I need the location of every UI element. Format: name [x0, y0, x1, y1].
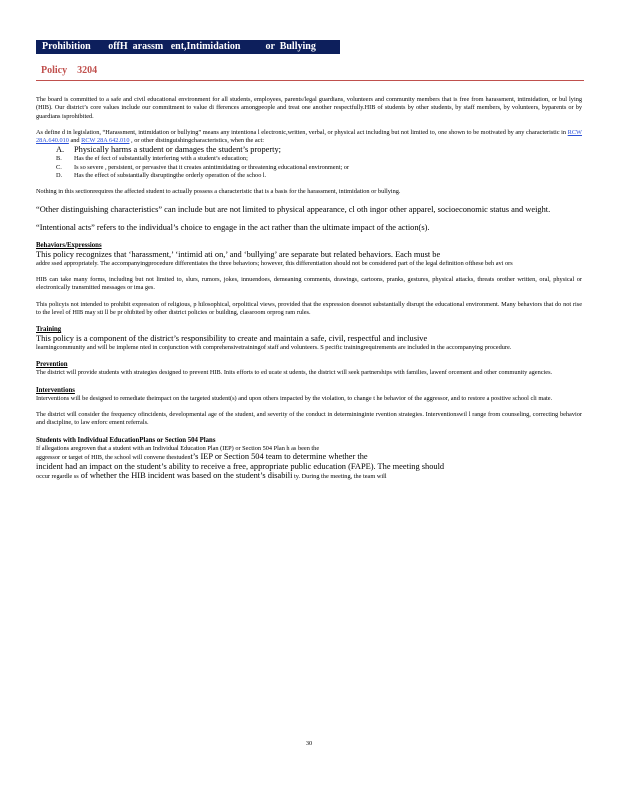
interventions-heading: Interventions [36, 386, 75, 394]
iep-line-4-start: occur regardle ss [36, 473, 79, 481]
list-text: Is so severe , persistent, or pervasive that it creates anintimidating or threatening educational environment; or [74, 163, 350, 171]
list-text: Physically harms a student or damages the student’s property; [74, 145, 282, 155]
iep-line-4-mid: of whether the HIB incident was based on the student’s disabili [78, 471, 293, 481]
list-text: Has the effect of substantially disruptingthe orderly operation of the schoo l. [74, 172, 267, 180]
definition-and: and [68, 137, 82, 145]
iep-line-2-end: t’s IEP or Section 504 team to determine whether the [190, 451, 368, 461]
list-item [36, 145, 582, 155]
prevention-paragraph: The district will provide students with strategies designed to prevent HIB. Inits efforts to ed ucate st udents, the district will seek partnerships with families, lawenf orcement and other community agencies. [36, 369, 553, 377]
interventions-paragraph: Interventions will be designed to remediate theimpact on the targeted student(s) and upon others impacted by the violation, to change t he behavior of the aggressor, and to restore a positive school cli mate. [36, 394, 553, 402]
list-item [36, 164, 582, 172]
behaviors-paragraph: addre ssed appropriately. The accompanyingprocedure differentiates the three behaviors; however, this differentiation should not be considered part of the legal definition ofthese beh avi ors [36, 259, 513, 267]
intentional-acts-paragraph: “Intentional acts” refers to the individual’s choice to engage in the act rather than the ultimate impact of the action(s). [36, 222, 430, 232]
training-heading: Training [36, 326, 62, 334]
behaviors-lead: This policy recognizes that ‘harassment,’ ‘intimid ati on,’ and ‘bullying’ are separate but related behaviors. Each must be [36, 249, 441, 259]
iep-line-4 [36, 472, 582, 481]
other-characteristics-paragraph: “Other distinguishing characteristics” can include but are not limited to physical appearance, cl oth ingor other apparel, socioeconomic status and weight. [36, 204, 551, 214]
iep-line-4-end: ty. During the meeting, the team will [292, 473, 387, 481]
document-body [36, 96, 582, 482]
training-lead: This policy is a component of the district’s responsibility to create and maintain a safe, civil, respectful and inclusive [36, 334, 428, 344]
training-paragraph: learningcommunity and will be impleme nted in conjunction with comprehensivetrainingof staff and volunteers. S pecific trainingrequirements are included in the accompanying procedure. [36, 344, 512, 352]
page-number: 30 [305, 740, 313, 747]
definition-list [36, 145, 582, 180]
rcw-link-642[interactable]: RCW 28A 642.010 [81, 137, 130, 145]
list-marker: D. [56, 172, 63, 180]
expression-paragraph: This policyis not intended to prohibit expression of religious, p hilosophical, orpolitical views, provided that the expression doesnot substantially disrupt the educational environment. Many behaviors that do not rise to the level of HIB may sti ll be pr ohibited by other district policies or building, classroom orprog ram rules. [36, 300, 582, 316]
list-item [36, 155, 582, 163]
list-marker: C. [56, 163, 62, 171]
list-marker: B. [56, 155, 62, 163]
iep-heading: Students with Individual EducationPlans or Section 504 Plans [36, 436, 216, 444]
definition-tail: , or other distinguishingcharacteristics, when the act: [129, 137, 264, 145]
policy-number-rule [36, 60, 584, 81]
list-text: Has the ef fect of substantially interfering with a student’s education; [74, 155, 248, 163]
list-marker: A. [56, 145, 65, 155]
hib-forms-paragraph: HIB can take many forms, including but not limited to, slurs, rumors, jokes, innuendoes, demeaning comments, drawings, cartoons, pranks, gestures, physical attacks, threats orother written, oral, physical or electronically transmitted messages or ima ges. [36, 275, 582, 292]
iep-line-1: If allegations aregroven that a student with an Individual Education Plan (IEP) or Section 504 Plan h as been the [36, 444, 320, 452]
interventions-consider-paragraph: The district will consider the frequency ofincidents, developmental age of the student, and severity of the conduct in determininginte rvention strategies. Interventionswil l range from counseling, correcting behavior and discipline, to law enforc ement referrals. [36, 411, 582, 427]
behaviors-heading: Behaviors/Expressions [36, 241, 102, 249]
prevention-heading: Prevention [36, 361, 68, 369]
policy-title-bar: Prohibition offH arassm ent,Intimidation or Bullying [36, 40, 340, 54]
list-item [36, 172, 582, 180]
iep-line-3: incident had an impact on the student’s ability to receive a free, appropriate public education (FAPE). The meeting should [36, 462, 445, 472]
definition-paragraph [36, 129, 582, 146]
policy-number: Policy 3204 [41, 65, 98, 76]
definition-text: As define d in legislation, “Harassment, intimidation or bullying” means any intentiona l electronic,written, verbal, or physical act including but not limited to, one shown to be motivated by any characteristic in [36, 128, 568, 136]
iep-line-2-start: aggressor or target of HIB, the school will convene thestuden [36, 453, 191, 461]
intro-paragraph: The board is committed to a safe and civil educational environment for all students, employees, parents/legal guardians, volunteers and community members that is free from harassment, intimidation, or bul lying (HIB). Our district’s core values include our commitment to value di fferences amongpeople and treat one another respectfully.HIB of students by other students, by staff members, by volunteers, byparents or by guardians isprohibited. [36, 96, 582, 120]
iep-line-2 [36, 453, 582, 462]
nothing-paragraph: Nothing in this sectionrequires the affected student to actually possess a characteristic that is a basis for the harassment, intimidation or bullying. [36, 188, 401, 196]
rcw-link-640[interactable]: RCW 28A.640.010 [36, 128, 582, 145]
